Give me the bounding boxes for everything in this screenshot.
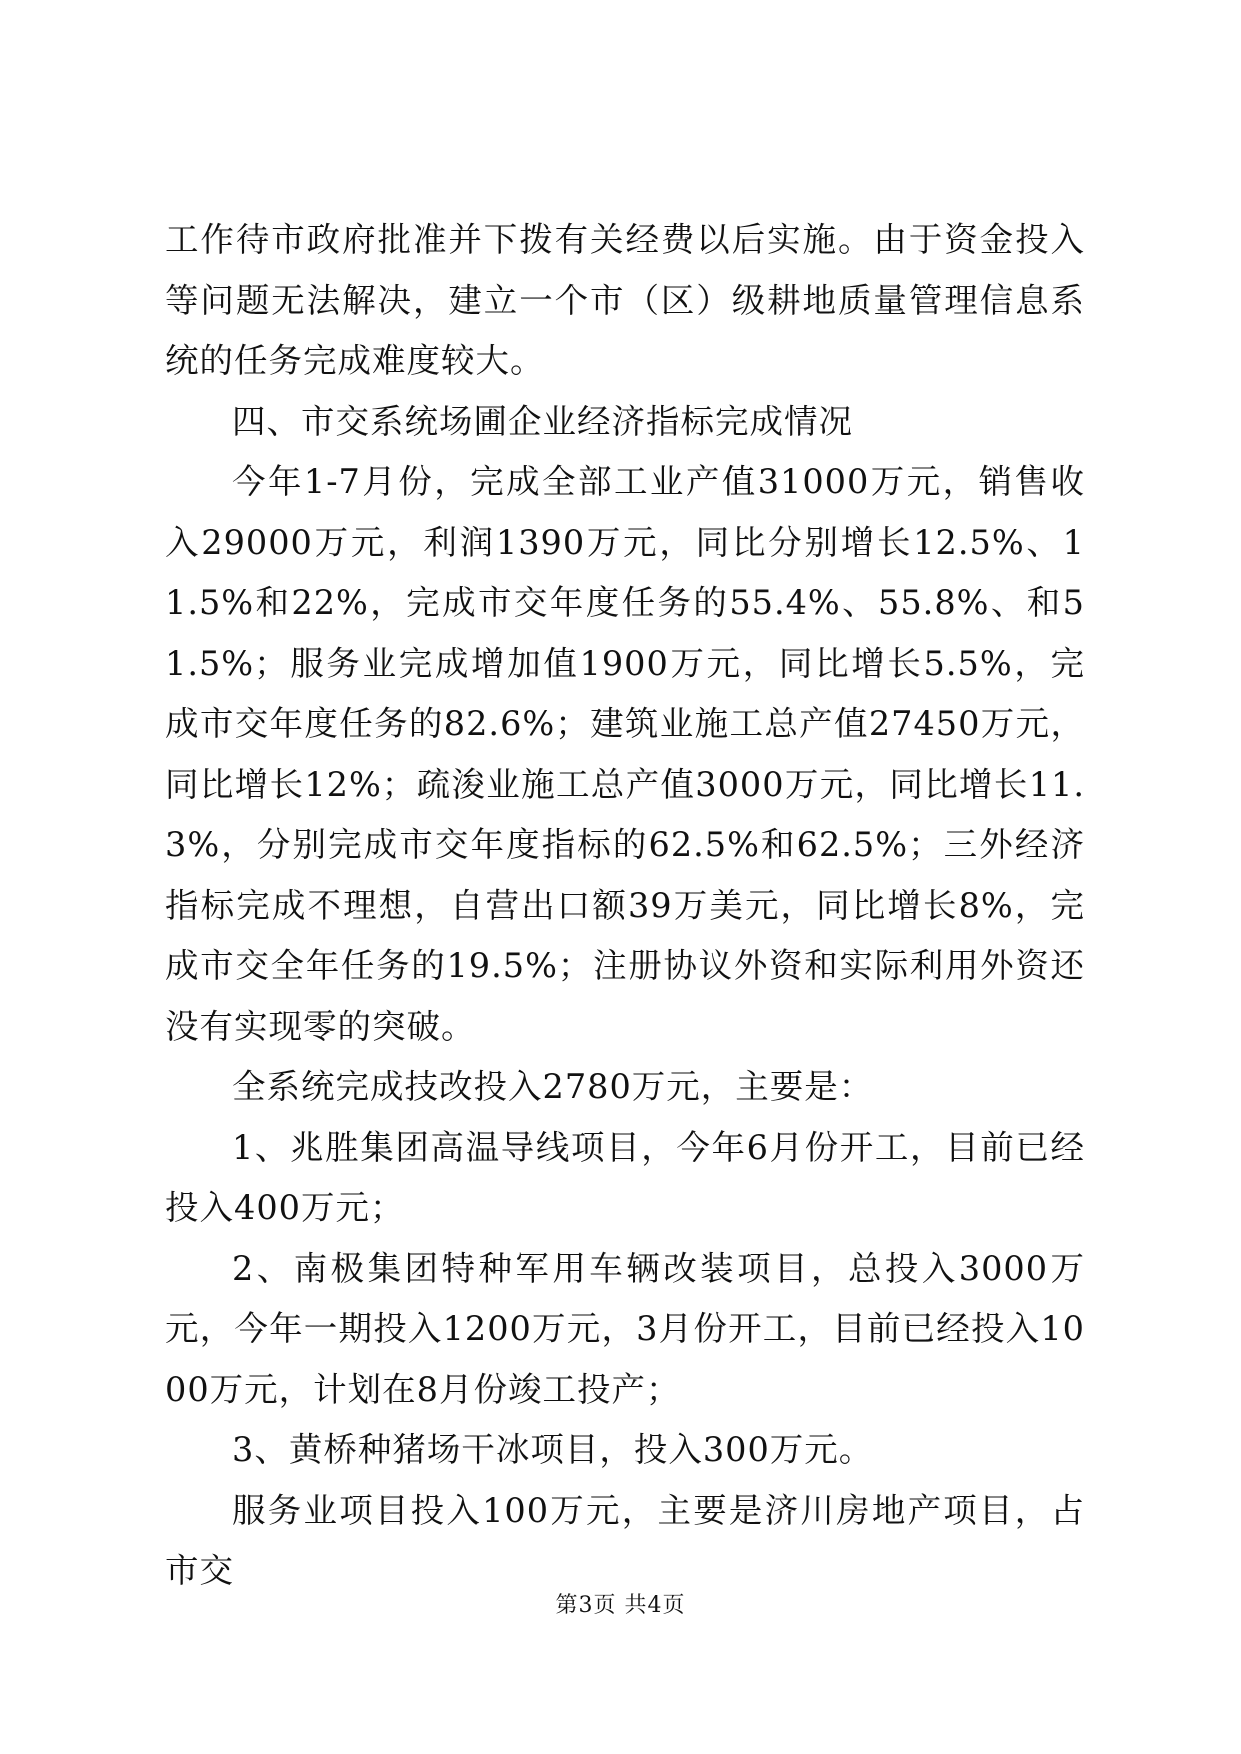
- paragraph-continuation: 工作待市政府批准并下拨有关经费以后实施。由于资金投入等问题无法解决，建立一个市（区）级耕地质量管理信息系统的任务完成难度较大。: [165, 220, 1085, 380]
- paragraph-tech-investment: 全系统完成技改投入2780万元，主要是：: [232, 1067, 874, 1106]
- page-footer: 第3页 共4页: [555, 1593, 686, 1618]
- list-item-2: 2、南极集团特种军用车辆改装项目，总投入3000万元，今年一期投入1200万元，3月份开工，目前已经投入1000万元，计划在8月份竣工投产；: [165, 1248, 1085, 1409]
- list-item-1: 1、兆胜集团高温导线项目，今年6月份开工，目前已经投入400万元；: [165, 1127, 1085, 1227]
- section-heading: 四、市交系统场圃企业经济指标完成情况: [232, 401, 853, 441]
- paragraph-service-investment: 服务业项目投入100万元，主要是济川房地产项目，占市交: [165, 1490, 1085, 1590]
- list-item-3: 3、黄桥种猪场干冰项目，投入300万元。: [232, 1430, 874, 1469]
- document-body: [165, 210, 1085, 1602]
- paragraph-economic-indicators: 今年1-7月份，完成全部工业产值31000万元，销售收入29000万元，利润1390万元，同比分别增长12.5%、11.5%和22%，完成市交年度任务的55.4%、55.8%、和51.5%；服务业完成增加值1900万元，同比增长5.5%，完成市交年度任务的82.6%；建筑业施工总产值27450万元，同比增长12%；疏浚业施工总产值3000万元，同比增长11.3%，分别完成市交年度指标的62.5%和62.5%；三外经济指标完成不理想，自营出口额39万美元，同比增长8%，完成市交全年任务的19.5%；注册协议外资和实际利用外资还没有实现零的突破。: [165, 462, 1085, 1046]
